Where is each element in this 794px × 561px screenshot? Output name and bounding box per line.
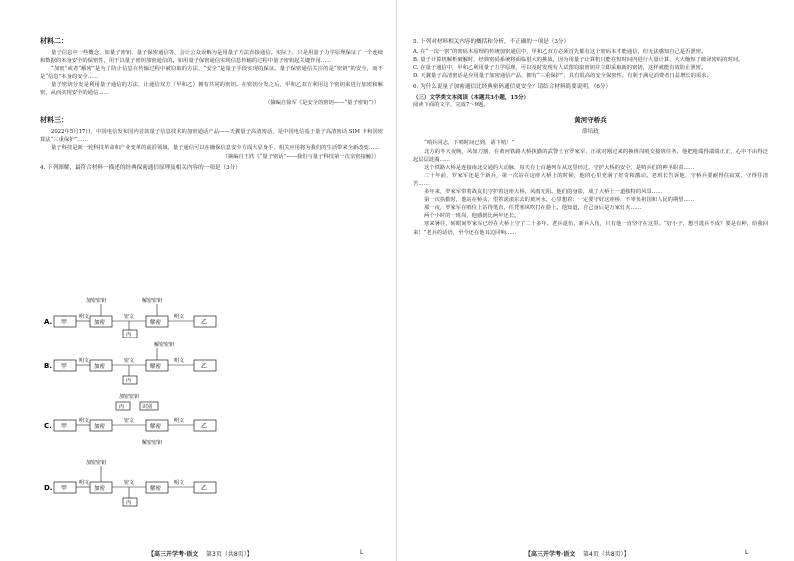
- material2-source: （摘编自徐军《是安全的密钥——“量子密钥”》）: [264, 99, 379, 106]
- svg-text:加密密钥: 加密密钥: [119, 394, 140, 400]
- svg-text:密文: 密文: [124, 480, 135, 486]
- section-title: （三）文学类文本阅读（本题共3小题，15分）: [413, 95, 529, 102]
- story-paragraph: 第一次执勤时，他站在桥头，望着滚滚东去的黄河水，心里想着：一定要守好这座桥，不辜负祖国和人民的期望……: [424, 197, 695, 204]
- story-paragraph: 二十年前，罗家军还是个新兵，第一次站在这座大桥上的时候，他的心里充满了好奇和激动。老班长告诉他，守桥兵要耐得住寂寞，守得住清苦……: [413, 172, 768, 187]
- svg-text:明文: 明文: [174, 418, 185, 424]
- svg-text:明文: 明文: [174, 358, 185, 364]
- footer-page-number: 第3页（共8页）】: [206, 551, 253, 558]
- svg-text:明文: 明文: [79, 418, 90, 424]
- story-author: 薛培政: [582, 129, 599, 136]
- svg-text:明文: 明文: [174, 480, 185, 486]
- svg-text:乙: 乙: [201, 363, 208, 370]
- svg-text:密文: 密文: [124, 314, 135, 320]
- material2-paragraph-2: “加密”或者“解密”是为了防止信息在传输过程中被窃取的方法，“安全”是量子手段实现的保证。量子保密通信关注的是“密钥”的安全，而不是“信息”本身的安全……: [40, 66, 383, 81]
- svg-text:乙: 乙: [201, 485, 208, 492]
- svg-text:加密密钥: 加密密钥: [86, 460, 107, 466]
- svg-text:甲: 甲: [61, 423, 68, 430]
- material2-paragraph-1: 量子信息中一些概念，如量子密钥、量子保密通信等，会让公众误解为是用量子方法直接通信。实际上，只是用量子力学原理保证了一个连续和数据的本身安全的保密性，用于以量子密钥加密通信的。如用量子保密通信实现信息传输的过程中量子密钥起关键作用……: [40, 50, 383, 65]
- q5-option-c: C. 在量子通信中，甲和乙利用量子力学原理，可以及时发现有人试图窃取密钥并立即采取新的密钥，这样就能有效防止泄密。: [413, 65, 707, 72]
- diagram-option-c: [44, 392, 264, 448]
- footer-exam-tag: 【高三开学考·语文: [525, 551, 576, 558]
- q5-option-a: A. 在“一次一密”的密码本原理的传统加密通信中，甲和乙双方必须首先都有这个密码本才能通信，但无法感知自己是否泄密。: [413, 49, 707, 55]
- svg-text:甲: 甲: [61, 485, 68, 492]
- svg-text:密文: 密文: [124, 358, 135, 364]
- svg-text:加密: 加密: [94, 486, 106, 492]
- svg-text:明文: 明文: [79, 480, 90, 486]
- footer-page-number: 第4页（共8页）】: [583, 551, 630, 558]
- svg-text:加密: 加密: [94, 424, 106, 430]
- svg-text:C.: C.: [44, 422, 52, 430]
- q5-option-d: D. 天翼量子高清密话是应用量子加密通信产品，拥有“三重保护”，具有很高的安全保密性，有利于满足消费者日益增长的需求。: [413, 73, 712, 80]
- diagram-option-d: [44, 458, 264, 514]
- svg-text:识别: 识别: [142, 404, 153, 410]
- svg-text:解密密钥: 解密密钥: [142, 440, 163, 446]
- material2-title: 材料二：: [40, 37, 68, 45]
- right-page: [397, 0, 794, 561]
- question-4: 4. 下列图解，最符合材料一描述的经典保密通信原理及相关内容的一项是（3分）: [40, 164, 241, 171]
- svg-text:解密: 解密: [150, 424, 162, 430]
- svg-text:明文: 明文: [79, 358, 90, 364]
- svg-text:乙: 乙: [201, 423, 208, 430]
- diagram-option-b: [44, 340, 264, 388]
- svg-text:丙: 丙: [119, 404, 125, 410]
- svg-text:解密: 解密: [150, 320, 162, 326]
- material3-title: 材料三：: [40, 115, 68, 124]
- svg-text:丙: 丙: [126, 378, 132, 384]
- footer-letter: L: [360, 549, 364, 556]
- story-paragraph: 两个小时的一班岗，他感到比两年还长。: [424, 213, 520, 220]
- jiami-miyao-label: 加密密钥: [86, 298, 107, 304]
- svg-text:明文: 明文: [174, 314, 185, 320]
- footer-letter: L: [745, 549, 749, 556]
- svg-text:丙: 丙: [126, 500, 132, 506]
- svg-text:解密密钥: 解密密钥: [142, 298, 163, 304]
- material3-paragraph-1: 2022年5月17日，中国电信发布国内首款量子信息技术的加密通话产品——天翼量子高清密话，是中国电信基于量子高清密话 SIM 卡和国密算法“三重保护”……: [40, 128, 383, 143]
- question-5: 5. 下列对材料相关内容的概括和分析，不正确的一项是（3分）: [413, 39, 570, 45]
- q5-option-b: B. 量子计算机解析破解时，经典密码系统将面临很大的挑战，因为用量子计算机只能在短时间内进行大量计算，大大缩短了破译密码的时间。: [413, 57, 744, 64]
- story-paragraph: 寒来暑往，转眼间罗家军已经在大桥上守了二十多年。老兵退伍，新兵入伍，只有他一直坚守在这里。“好小子，想当逃兵不成？要是有种，给我回来！”老兵的话语，至今还在他耳边回响……: [413, 221, 768, 236]
- svg-text:解密密钥: 解密密钥: [154, 342, 175, 348]
- svg-text:乙: 乙: [201, 319, 208, 326]
- svg-text:解密: 解密: [150, 364, 162, 370]
- story-paragraph: “哨兵同志，下哨时间已到，请下哨！”: [424, 140, 515, 147]
- material3-paragraph-2: 量子科技是新一轮科技革命和产业变革的前沿领域，量子通信可以在确保信息安全方面大显身手，相关应用将为我们的生活带来全新改变……: [51, 144, 380, 151]
- svg-text:密文: 密文: [124, 418, 135, 424]
- svg-text:B.: B.: [44, 362, 52, 370]
- svg-text:明文: 明文: [79, 314, 90, 320]
- diagram-option-a: [44, 294, 264, 338]
- svg-text:加密: 加密: [94, 320, 106, 326]
- svg-text:加密: 加密: [94, 364, 106, 370]
- story-paragraph: 多年来，罗家军带着战友们守护着这座大桥，风雨无阻。他们的身影，成了大桥上一道独特的风景……: [424, 189, 663, 196]
- svg-text:D.: D.: [44, 484, 53, 492]
- question-6: 6. 为什么说量子加密通信比经典密码通信更安全？请结合材料简要说明。（6分）: [413, 84, 612, 91]
- svg-text:丙: 丙: [126, 332, 132, 338]
- node-jia: 甲: [61, 319, 68, 326]
- story-title: 黄河守桥兵: [574, 116, 607, 125]
- material2-paragraph-3: 量子密钥分发是利用量子通信的方法，让通信双方（甲和乙）拥有共同的密钥。在密钥分发之后，甲和乙双方利用这个密钥来进行加密和解密，从而实现安全的通信……: [40, 82, 383, 97]
- story-paragraph: 北方的冬天夜晚，风如刀割，在黄河铁路大桥执勤的武警士官罗家军，正欲对刚过来的换班岗哨交接班任务。他把枪端得端端正正，心中不由得泛起层层涟漪……: [413, 148, 768, 163]
- option-label: A.: [44, 318, 53, 326]
- story-paragraph: 那一夜，罗家军在哨位上站得笔直，任凭寒风吹打在脸上。他知道，自己身后是万家灯火……: [424, 205, 642, 212]
- svg-text:甲: 甲: [61, 363, 68, 370]
- svg-text:解密: 解密: [150, 486, 162, 492]
- footer-exam-tag: 【高三开学考·语文: [148, 551, 199, 558]
- story-paragraph: 这个铁路大桥是连接南北交通的大动脉，每天有上百趟列车从这里经过。守护大桥的安全，是哨兵们的神圣职责……: [424, 164, 695, 171]
- material3-source: （摘编自王欣《“量子密话”——我们与量子科技第一次亲密接触》）: [222, 153, 379, 160]
- section-instruction: 阅读下面的文字，完成7～9题。: [413, 102, 489, 109]
